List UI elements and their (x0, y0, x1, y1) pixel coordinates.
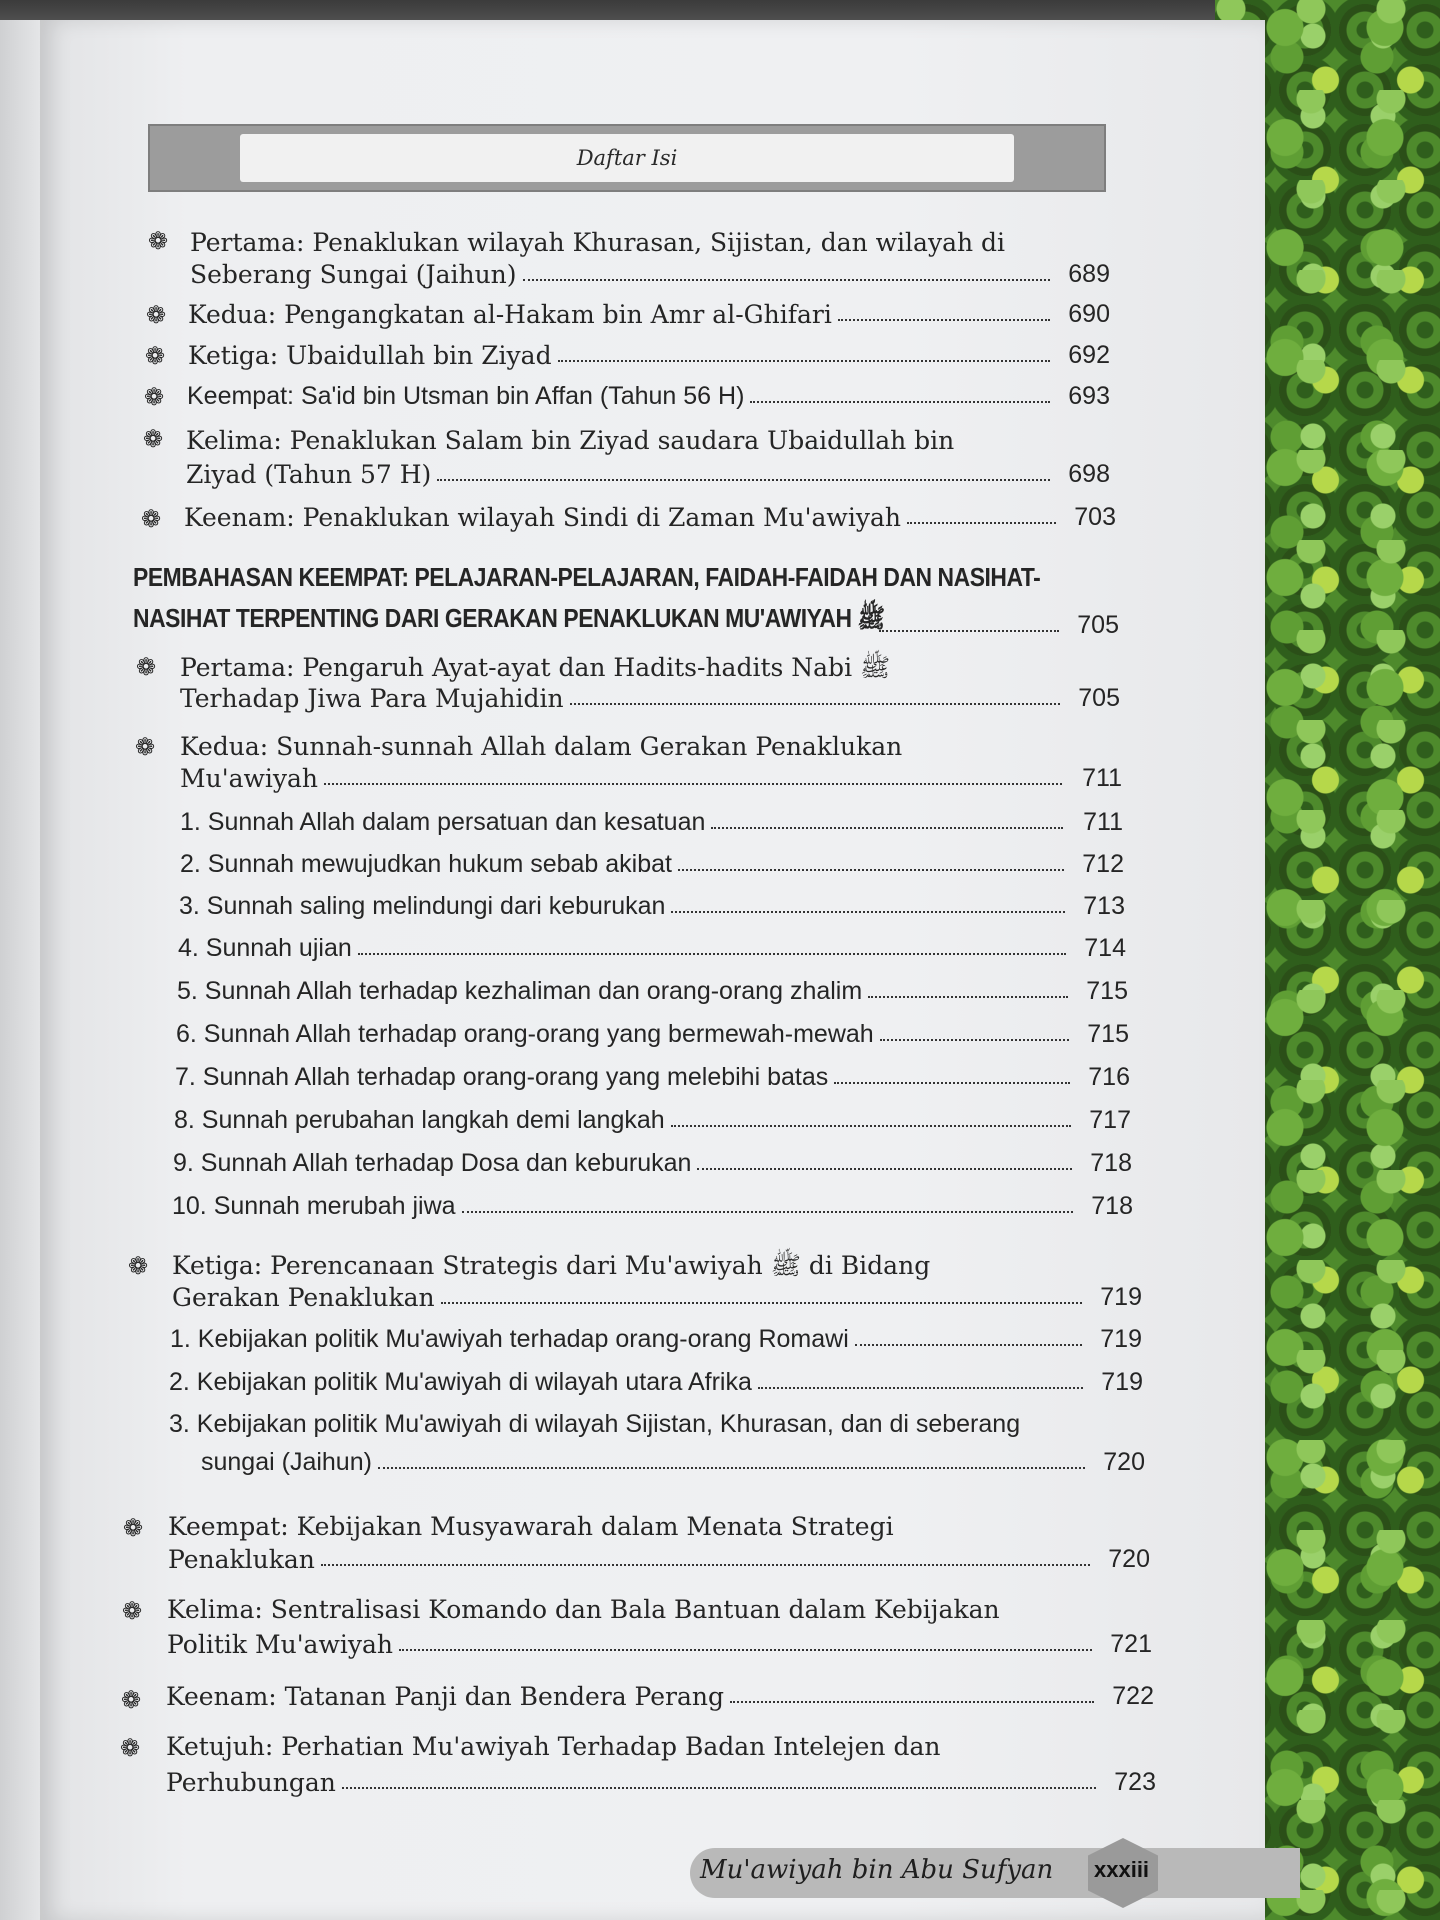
toc-subentry (170, 1325, 1142, 1354)
toc-entry-text: Gerakan Penaklukan (172, 1283, 435, 1312)
toc-entry-text: sungai (Jaihun) (201, 1448, 372, 1476)
section-heading (133, 602, 1119, 640)
toc-subentry (201, 1448, 1145, 1477)
toc-entry-line: Kedua: Sunnah-sunnah Allah dalam Gerakan Penaklukan (180, 732, 903, 761)
toc-subentry (175, 1063, 1130, 1092)
toc-page-number: 717 (1089, 1106, 1131, 1134)
footer-page-number: xxxiii (1094, 1857, 1150, 1882)
toc-entry-text: Perhubungan (166, 1768, 336, 1797)
toc-page-number: 689 (1068, 260, 1110, 288)
toc-entry-line: Pertama: Pengaruh Ayat-ayat dan Hadits-hadits Nabi ﷺ (180, 653, 891, 682)
toc-entry-text: 3. Sunnah saling melindungi dari keburukan (179, 892, 666, 920)
toc-entry-text: 7. Sunnah Allah terhadap orang-orang yang melebihi batas (175, 1063, 829, 1091)
toc-page-number: 705 (1078, 684, 1120, 712)
toc-entry (190, 260, 1110, 289)
page-title: Daftar Isi (576, 146, 678, 170)
toc-entry-text: 2. Kebijakan politik Mu'awiyah di wilayah utara Afrika (169, 1368, 752, 1396)
toc-page-number: 719 (1101, 1368, 1143, 1396)
toc-page-number: 703 (1074, 503, 1116, 531)
toc-page-number: 711 (1083, 808, 1123, 836)
leader-dots (358, 953, 1066, 955)
flower-bullet-icon: ❁ (140, 505, 162, 533)
flower-bullet-icon: ❁ (144, 342, 166, 370)
leader-dots (880, 1039, 1069, 1041)
leader-dots (342, 1787, 1096, 1789)
toc-entry-line: Kelima: Penaklukan Salam bin Ziyad saudara Ubaidullah bin (186, 426, 955, 455)
toc-entry-text: Politik Mu'awiyah (167, 1630, 393, 1659)
toc-entry-line: Pertama: Penaklukan wilayah Khurasan, Sijistan, dan wilayah di (190, 228, 1006, 257)
toc-page-number: 718 (1091, 1192, 1133, 1220)
section-heading-text: NASIHAT TERPENTING DARI GERAKAN PENAKLUKAN MU'AWIYAH ﷺ (133, 603, 886, 633)
toc-entry-text: 1. Sunnah Allah dalam persatuan dan kesatuan (180, 808, 706, 836)
flower-bullet-icon: ❁ (142, 425, 164, 453)
toc-entry-text: 1. Kebijakan politik Mu'awiyah terhadap orang-orang Romawi (170, 1325, 849, 1353)
toc-entry (186, 460, 1110, 489)
leader-dots (868, 996, 1068, 998)
toc-page-number: 719 (1100, 1283, 1142, 1311)
flower-bullet-icon: ❁ (127, 1252, 149, 1280)
leader-dots (750, 401, 1050, 403)
leader-dots (678, 869, 1064, 871)
leader-dots (671, 911, 1065, 913)
toc-entry (184, 503, 1116, 532)
toc-entry-text: 10. Sunnah merubah jiwa (172, 1192, 456, 1220)
toc-page-number: 716 (1088, 1063, 1130, 1091)
toc-entry-text: 9. Sunnah Allah terhadap Dosa dan keburukan (173, 1149, 692, 1177)
toc-page-number: 715 (1087, 1020, 1129, 1048)
toc-subentry (180, 808, 1123, 837)
toc-entry-text: 8. Sunnah perubahan langkah demi langkah (174, 1106, 665, 1134)
flower-bullet-icon: ❁ (134, 733, 156, 761)
toc-entry-line: Kelima: Sentralisasi Komando dan Bala Bantuan dalam Kebijakan (167, 1595, 1000, 1624)
toc-entry-text: Ketiga: Ubaidullah bin Ziyad (188, 341, 552, 370)
toc-entry-text: Penaklukan (168, 1545, 315, 1574)
flower-bullet-icon: ❁ (143, 383, 165, 411)
toc-subentry (180, 850, 1124, 879)
toc-page-number: 714 (1084, 934, 1126, 962)
toc-subentry (176, 1020, 1129, 1049)
toc-entry-line: Ketujuh: Perhatian Mu'awiyah Terhadap Badan Intelejen dan (166, 1732, 941, 1761)
leader-dots (697, 1168, 1072, 1170)
toc-page-number: 719 (1100, 1325, 1142, 1353)
toc-entry-text: Keenam: Penaklukan wilayah Sindi di Zaman Mu'awiyah (184, 503, 901, 532)
flower-bullet-icon: ❁ (135, 653, 157, 681)
toc-entry-text: 5. Sunnah Allah terhadap kezhaliman dan orang-orang zhalim (177, 977, 863, 1005)
toc-subentry (174, 1106, 1131, 1135)
toc-page-number: 723 (1114, 1768, 1156, 1796)
leader-dots (558, 360, 1050, 362)
toc-entry (166, 1682, 1154, 1711)
leader-dots (462, 1211, 1073, 1213)
leader-dots (730, 1701, 1094, 1703)
leader-dots (437, 479, 1050, 481)
toc-page-number: 721 (1110, 1630, 1152, 1658)
toc-page-number: 693 (1068, 382, 1110, 410)
toc-entry (168, 1545, 1150, 1574)
toc-entry-text: 4. Sunnah ujian (178, 934, 352, 962)
toc-entry-text: Keenam: Tatanan Panji dan Bendera Perang (166, 1682, 724, 1711)
toc-entry (180, 764, 1122, 793)
leader-dots (570, 703, 1060, 705)
toc-entry (172, 1283, 1142, 1312)
toc-page-number: 698 (1068, 460, 1110, 488)
toc-subentry (177, 977, 1128, 1006)
toc-subentry (169, 1368, 1143, 1397)
toc-entry-text: Ziyad (Tahun 57 H) (186, 460, 432, 489)
toc-subentry (179, 892, 1125, 921)
ornament-right-icon: ❦ (908, 137, 940, 179)
leader-dots (711, 827, 1063, 829)
toc-entry-text: Seberang Sungai (Jaihun) (190, 260, 517, 289)
toc-subentry (173, 1149, 1132, 1178)
leader-dots (399, 1649, 1092, 1651)
toc-entry-text: Keempat: Sa'id bin Utsman bin Affan (Tahun 56 H) (187, 382, 745, 410)
toc-page-number: 692 (1068, 341, 1110, 369)
toc-entry-line: 3. Kebijakan politik Mu'awiyah di wilayah Sijistan, Khurasan, dan di seberang (169, 1410, 1021, 1438)
toc-entry-text: Mu'awiyah (180, 764, 319, 793)
toc-entry-text: 2. Sunnah mewujudkan hukum sebab akibat (180, 850, 672, 878)
flower-bullet-icon: ❁ (121, 1597, 143, 1625)
leader-dots (758, 1387, 1083, 1389)
section-heading-line: PEMBAHASAN KEEMPAT: PELAJARAN-PELAJARAN, FAIDAH-FAIDAH DAN NASIHAT- (133, 562, 1041, 592)
toc-entry-line: Ketiga: Perencanaan Strategis dari Mu'awiyah ﷺ di Bidang (172, 1251, 931, 1280)
leader-dots (378, 1467, 1085, 1469)
toc-page-number: 722 (1112, 1682, 1154, 1710)
toc-entry (188, 341, 1110, 370)
leader-dots (879, 630, 1059, 632)
toc-entry (167, 1630, 1152, 1659)
toc-page-number: 690 (1068, 300, 1110, 328)
leader-dots (907, 522, 1056, 524)
flower-bullet-icon: ❁ (119, 1734, 141, 1762)
leader-dots (834, 1082, 1070, 1084)
toc-page-number: 705 (1077, 611, 1119, 639)
footer-book-title: Mu'awiyah bin Abu Sufyan (700, 1855, 1054, 1885)
toc-entry-text: Kedua: Pengangkatan al-Hakam bin Amr al-Ghifari (188, 300, 832, 329)
leader-dots (855, 1344, 1082, 1346)
toc-entry-text: Terhadap Jiwa Para Mujahidin (180, 684, 564, 713)
toc-page-number: 713 (1083, 892, 1125, 920)
toc-entry-text: 6. Sunnah Allah terhadap orang-orang yang bermewah-mewah (176, 1020, 874, 1048)
leader-dots (321, 1564, 1090, 1566)
toc-entry (180, 684, 1120, 713)
toc-entry (188, 300, 1110, 329)
toc-entry-line: Keempat: Kebijakan Musyawarah dalam Menata Strategi (168, 1512, 894, 1541)
leader-dots (523, 279, 1050, 281)
toc-page-number: 712 (1082, 850, 1124, 878)
flower-bullet-icon: ❁ (145, 301, 167, 329)
flower-bullet-icon: ❁ (147, 227, 169, 255)
leader-dots (671, 1125, 1071, 1127)
toc-page-number: 720 (1108, 1545, 1150, 1573)
toc-page-number: 718 (1090, 1149, 1132, 1177)
leader-dots (441, 1302, 1082, 1304)
toc-subentry (178, 934, 1126, 963)
toc-entry (187, 382, 1110, 411)
toc-page-number: 715 (1086, 977, 1128, 1005)
toc-entry (166, 1768, 1156, 1797)
leader-dots (324, 783, 1062, 785)
flower-bullet-icon: ❁ (122, 1514, 144, 1542)
toc-page-number: 720 (1103, 1448, 1145, 1476)
toc-page-number: 711 (1082, 764, 1122, 792)
flower-bullet-icon: ❁ (120, 1686, 142, 1714)
leader-dots (838, 319, 1050, 321)
toc-subentry (172, 1192, 1133, 1221)
